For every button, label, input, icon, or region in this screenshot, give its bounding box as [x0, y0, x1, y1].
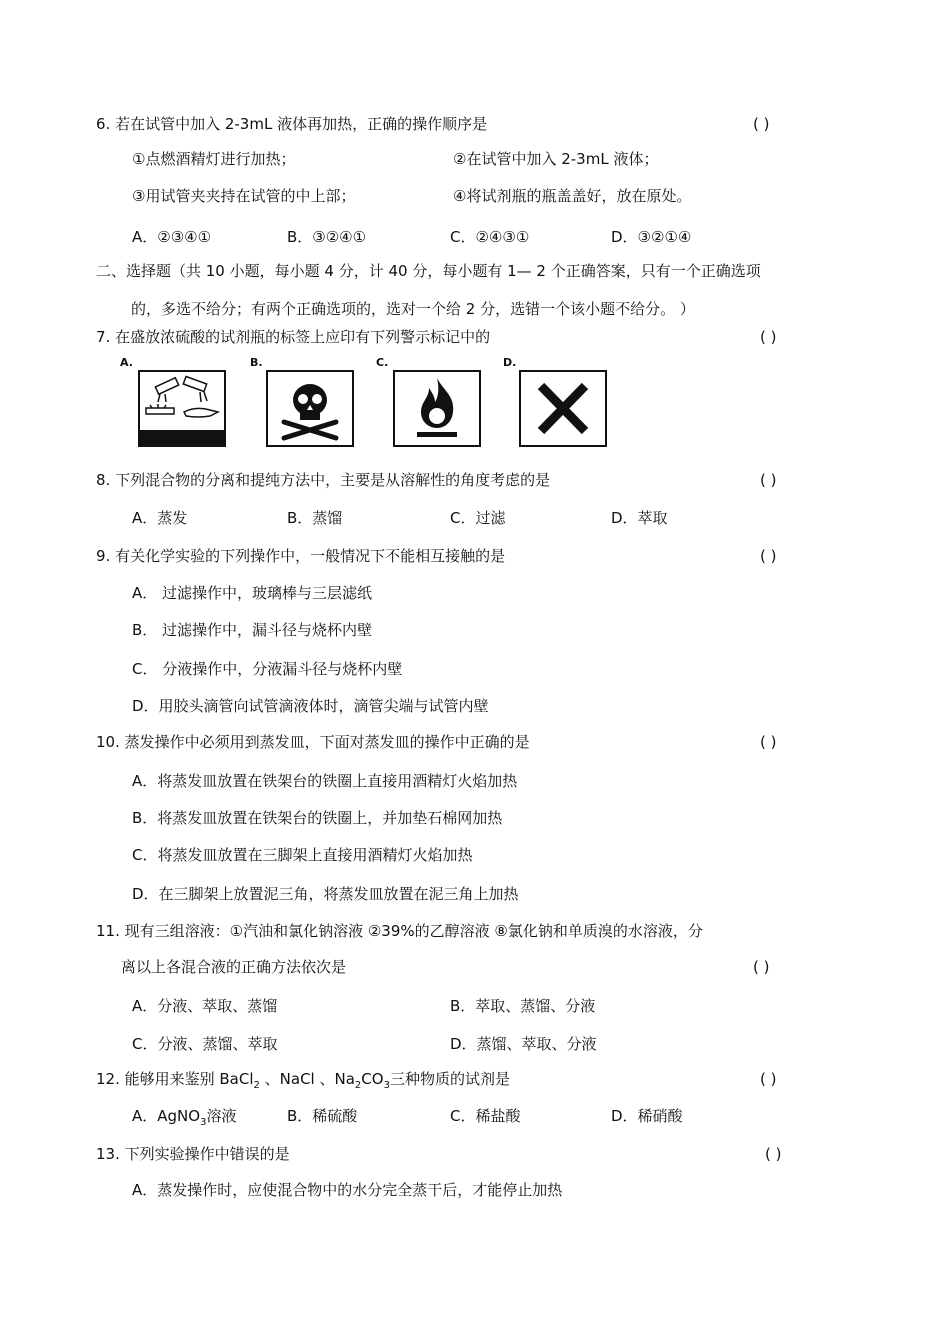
q10-option-d: D．在三脚架上放置泥三角，将蒸发皿放置在泥三角上加热 — [132, 885, 519, 903]
q6-step-4: ④将试剂瓶的瓶盖盖好，放在原处。 — [453, 187, 692, 205]
q6-step-2: ②在试管中加入 2-3mL 液体； — [453, 150, 659, 168]
q12-option-a-part2: 溶液 — [206, 1107, 237, 1125]
q9-answer-paren: ( ) — [760, 547, 777, 565]
q11-option-b: B．萃取、蒸馏、分液 — [450, 997, 596, 1015]
cross-x-symbol-icon — [519, 370, 607, 447]
q11-option-a: A．分液、萃取、蒸馏 — [132, 997, 278, 1015]
q11-stem-line1: 11. 现有三组溶液：①汽油和氯化钠溶液 ②39%的乙醇溶液 ⑧氯化钠和单质溴的水溶液，分 — [96, 922, 703, 940]
q12-option-d: D．稀硝酸 — [611, 1107, 683, 1125]
q6-answer-paren: ( ) — [753, 115, 770, 133]
q10-answer-paren: ( ) — [760, 733, 777, 751]
q8-option-b: B．蒸馏 — [287, 509, 343, 527]
q7-stem: 7. 在盛放浓硫酸的试剂瓶的标签上应印有下列警示标记中的 — [96, 328, 491, 346]
q12-option-b: B．稀硫酸 — [287, 1107, 358, 1125]
q12-stem-part3: CO — [361, 1070, 384, 1088]
q10-option-b: B．将蒸发皿放置在铁架台的铁圈上，并加垫石棉网加热 — [132, 809, 503, 827]
q11-answer-paren: ( ) — [753, 958, 770, 976]
q9-stem: 9. 有关化学实验的下列操作中，一般情况下不能相互接触的是 — [96, 547, 506, 565]
q9-option-b: B． 过滤操作中，漏斗径与烧杯内壁 — [132, 621, 373, 639]
q8-option-d: D．萃取 — [611, 509, 668, 527]
q8-answer-paren: ( ) — [760, 471, 777, 489]
q8-option-c: C．过滤 — [450, 509, 506, 527]
q7-label-d: D. — [503, 356, 517, 369]
q12-option-a-sub: 3 — [200, 1117, 207, 1128]
q12-stem — [96, 1069, 510, 1092]
q6-option-c: C．②④③① — [450, 228, 530, 246]
section2-instructions-line2: 的，多选不给分；有两个正确选项的，选对一个给 2 分，选错一个该小题不给分。 ） — [131, 300, 695, 318]
q12-answer-paren: ( ) — [760, 1070, 777, 1088]
q11-option-c: C．分液、蒸馏、萃取 — [132, 1035, 278, 1053]
q13-option-a: A．蒸发操作时，应使混合物中的水分完全蒸干后，才能停止加热 — [132, 1181, 563, 1199]
q12-option-a — [132, 1106, 236, 1129]
q9-option-c: C． 分液操作中，分液漏斗径与烧杯内壁 — [132, 660, 403, 678]
q6-option-a: A．②③④① — [132, 228, 212, 246]
q13-stem: 13. 下列实验操作中错误的是 — [96, 1145, 290, 1163]
q12-sub-2: 2 — [354, 1080, 362, 1091]
q6-stem: 6. 若在试管中加入 2-3mL 液体再加热，正确的操作顺序是 — [96, 115, 488, 133]
q12-stem-part2: 、NaCl 、Na — [259, 1070, 355, 1088]
q10-option-a: A．将蒸发皿放置在铁架台的铁圈上直接用酒精灯火焰加热 — [132, 772, 518, 790]
q12-option-a-part1: A．AgNO — [132, 1107, 201, 1125]
corrosive-symbol-icon — [138, 370, 226, 447]
q8-option-a: A．蒸发 — [132, 509, 188, 527]
q7-label-b: B. — [250, 356, 263, 369]
q7-answer-paren: ( ) — [760, 328, 777, 346]
q6-option-b: B．③②④① — [287, 228, 367, 246]
q12-stem-part1: 12. 能够用来鉴别 BaCl — [96, 1070, 254, 1088]
q12-sub-3: 3 — [383, 1080, 390, 1091]
q10-option-c: C．将蒸发皿放置在三脚架上直接用酒精灯火焰加热 — [132, 846, 473, 864]
q6-step-1: ①点燃酒精灯进行加热； — [132, 150, 296, 168]
q9-option-a: A． 过滤操作中，玻璃棒与三层滤纸 — [132, 584, 373, 602]
q6-option-d: D．③②①④ — [611, 228, 692, 246]
section2-instructions-line1: 二、选择题（共 10 小题，每小题 4 分，计 40 分，每小题有 1— 2 个正确答案，只有一个正确选项 — [96, 262, 761, 280]
flame-symbol-icon — [393, 370, 481, 447]
q6-step-3: ③用试管夹夹持在试管的中上部； — [132, 187, 356, 205]
q13-answer-paren: ( ) — [765, 1145, 782, 1163]
q11-option-d: D．蒸馏、萃取、分液 — [450, 1035, 597, 1053]
q8-stem: 8. 下列混合物的分离和提纯方法中，主要是从溶解性的角度考虑的是 — [96, 471, 551, 489]
q12-stem-part4: 三种物质的试剂是 — [389, 1070, 510, 1088]
q12-sub-1: 2 — [253, 1080, 260, 1091]
q7-label-c: C. — [376, 356, 389, 369]
q7-label-a: A. — [120, 356, 133, 369]
q9-option-d: D．用胶头滴管向试管滴液体时，滴管尖端与试管内壁 — [132, 697, 489, 715]
q11-stem-line2: 离以上各混合液的正确方法依次是 — [121, 958, 347, 976]
skull-crossbones-symbol-icon — [266, 370, 354, 447]
q10-stem: 10. 蒸发操作中必须用到蒸发皿，下面对蒸发皿的操作中正确的是 — [96, 733, 530, 751]
q12-option-c: C．稀盐酸 — [450, 1107, 521, 1125]
